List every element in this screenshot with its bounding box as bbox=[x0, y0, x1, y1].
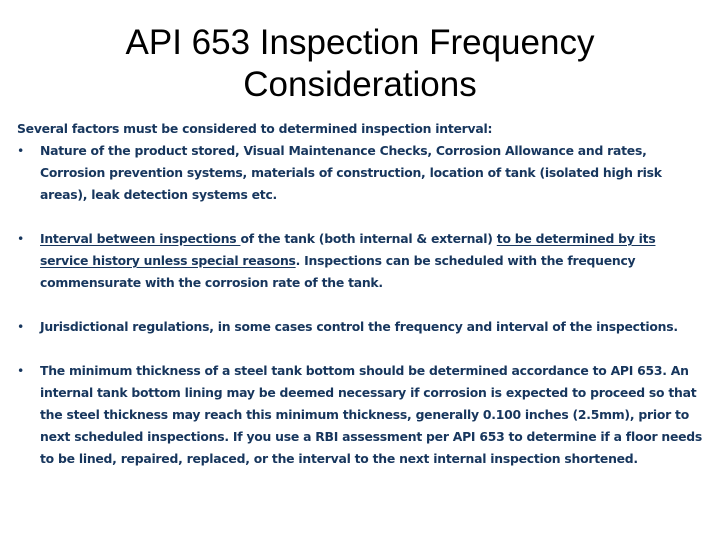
underlined-text: Interval between inspections bbox=[40, 231, 241, 246]
spacer bbox=[17, 294, 703, 316]
intro-text: Several factors must be considered to determined inspection interval: bbox=[17, 121, 493, 136]
bullet-icon: • bbox=[17, 231, 25, 246]
bullet-point-minimum-thickness bbox=[17, 360, 703, 470]
slide-title bbox=[60, 22, 660, 106]
bullet-text: Jurisdictional regulations, in some cases control the frequency and interval of the inspections. bbox=[40, 319, 678, 334]
bullet-point-interval bbox=[17, 228, 703, 294]
slide-body bbox=[17, 118, 703, 470]
spacer bbox=[17, 206, 703, 228]
bullet-icon: • bbox=[17, 363, 25, 378]
bullet-text: . Inspections can be scheduled with the frequency commensurate with the corrosion rate of the tank. bbox=[40, 253, 636, 290]
bullet-point-jurisdiction bbox=[17, 316, 703, 338]
bullet-list bbox=[17, 140, 703, 470]
bullet-icon: • bbox=[17, 143, 25, 158]
bullet-text: Nature of the product stored, Visual Maintenance Checks, Corrosion Allowance and rates, Corrosion prevention systems, materials of construction, location of tank (isolated high risk areas), leak detection systems etc. bbox=[40, 143, 662, 202]
spacer bbox=[17, 338, 703, 360]
bullet-text: of the tank (both internal & external) bbox=[240, 231, 497, 246]
bullet-point-factors bbox=[17, 140, 703, 206]
bullet-icon: • bbox=[17, 319, 25, 334]
bullet-text: The minimum thickness of a steel tank bottom should be determined accordance to API 653. An internal tank bottom lining may be deemed necessary if corrosion is expected to proceed so that the steel thickness may reach this minimum thickness, generally 0.100 inches (2.5mm), prior to next scheduled inspections. If you use a RBI assessment per API 653 to determine if a floor needs to be lined, repaired, replaced, or the interval to the next internal inspection shortened. bbox=[40, 363, 703, 466]
underlined-text: to be determined by its service history unless special reasons bbox=[40, 231, 656, 268]
title-line-1: API 653 Inspection Frequency bbox=[125, 23, 595, 62]
title-line-2: Considerations bbox=[243, 65, 477, 104]
